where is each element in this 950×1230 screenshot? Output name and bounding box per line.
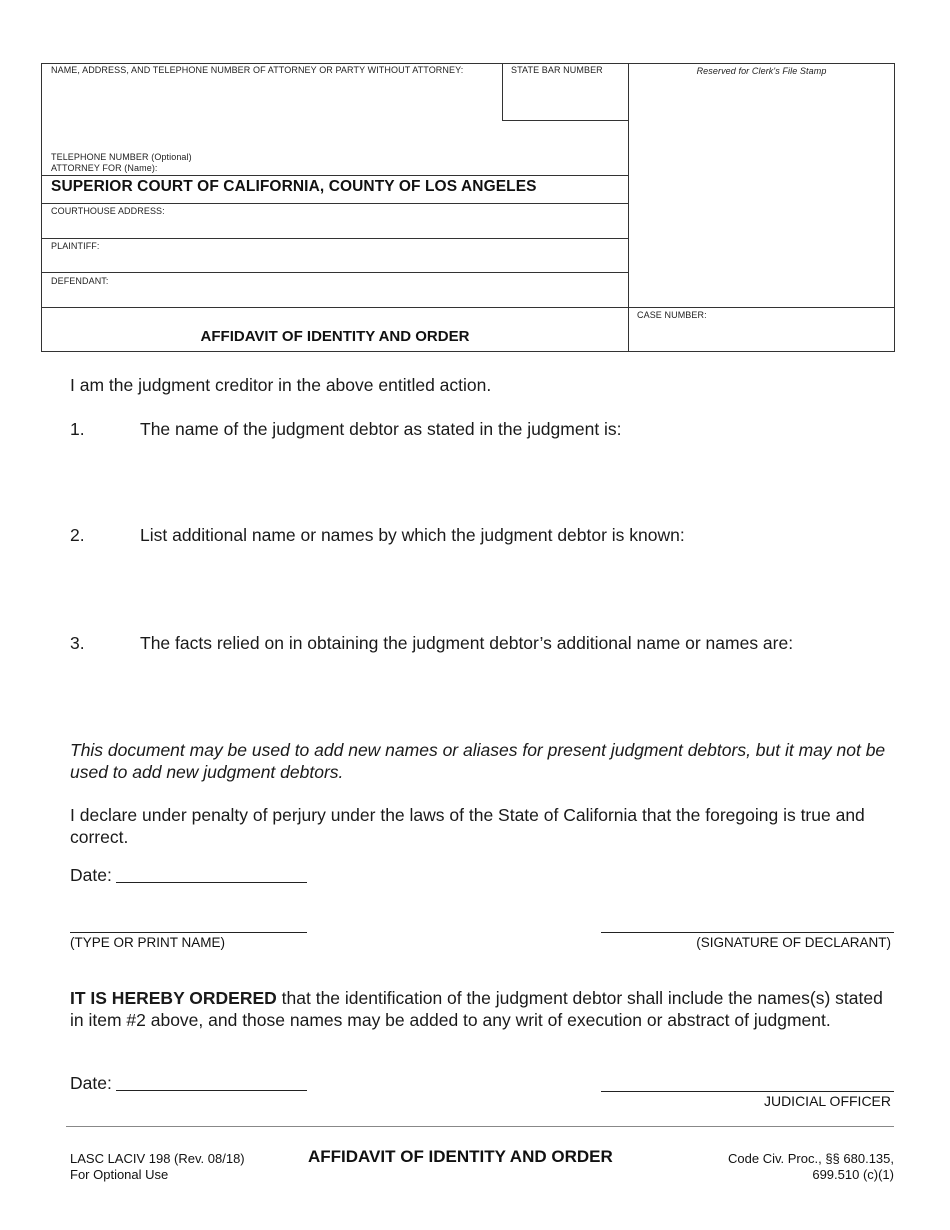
item-1-answer[interactable]: [140, 446, 880, 506]
print-name-line: [70, 932, 307, 933]
intro-statement: I am the judgment creditor in the above entitled action.: [70, 375, 492, 395]
row-line-courthouse: [41, 203, 629, 204]
footer-optional-use: For Optional Use: [70, 1167, 169, 1182]
defendant-label: DEFENDANT:: [51, 276, 109, 286]
footer-code-line2: 699.510 (c)(1): [812, 1167, 894, 1182]
caption-border-bottom: [41, 351, 895, 352]
plaintiff-input[interactable]: [50, 253, 620, 271]
attorney-info-input[interactable]: [50, 80, 490, 140]
order-paragraph: [70, 987, 890, 1031]
court-name: SUPERIOR COURT OF CALIFORNIA, COUNTY OF LOS ANGELES: [51, 178, 537, 195]
case-number-input[interactable]: [636, 324, 886, 346]
item-1-number: 1.: [70, 419, 85, 439]
item-2-number: 2.: [70, 525, 85, 545]
telephone-label: TELEPHONE NUMBER (Optional): [51, 152, 192, 162]
order-date-input[interactable]: [118, 1072, 306, 1092]
footer-code-line1: Code Civ. Proc., §§ 680.135,: [728, 1151, 894, 1166]
item-2-text: List additional name or names by which the judgment debtor is known:: [140, 525, 685, 545]
state-bar-label: STATE BAR NUMBER: [511, 65, 603, 75]
courthouse-input[interactable]: [50, 218, 620, 236]
row-line-plaintiff: [41, 238, 629, 239]
state-bar-input[interactable]: [508, 82, 622, 112]
caption-border-left: [41, 63, 42, 352]
date-label: Date:: [70, 865, 112, 885]
order-date-label: Date:: [70, 1073, 112, 1093]
state-bar-box-bottom: [502, 120, 629, 121]
order-text: that the identification of the judgment debtor shall include the names(s) stated in item #2 above, and those names may be added to any writ of execution or abstract of judgment.: [70, 988, 883, 1030]
item-2-answer[interactable]: [140, 552, 880, 612]
state-bar-box-left: [502, 63, 503, 121]
item-1-text: The name of the judgment debtor as stated in the judgment is:: [140, 419, 622, 439]
date-underline: [116, 882, 307, 883]
defendant-input[interactable]: [50, 288, 620, 306]
footer-title: AFFIDAVIT OF IDENTITY AND ORDER: [308, 1147, 613, 1166]
row-line-court: [41, 175, 629, 176]
plaintiff-label: PLAINTIFF:: [51, 241, 100, 251]
attorney-for-label: ATTORNEY FOR (Name):: [51, 163, 158, 173]
order-date-underline: [116, 1090, 307, 1091]
order-bold-text: IT IS HEREBY ORDERED: [70, 988, 277, 1008]
item-3-answer[interactable]: [140, 660, 880, 724]
footer-rule: [66, 1126, 894, 1127]
caption-divider-vertical: [628, 63, 629, 352]
signature-line[interactable]: [601, 932, 894, 933]
caption-border-top: [41, 63, 895, 64]
form-title: AFFIDAVIT OF IDENTITY AND ORDER: [200, 328, 470, 345]
footer-form-id: LASC LACIV 198 (Rev. 08/18): [70, 1151, 245, 1166]
caption-border-right: [894, 63, 895, 352]
row-line-title: [41, 307, 895, 308]
item-3-text: The facts relied on in obtaining the judgment debtor’s additional name or names are:: [140, 633, 794, 653]
print-name-input[interactable]: [70, 912, 306, 932]
notice-text: This document may be used to add new names or aliases for present judgment debtors, but it may not be used to add new judgment debtors.: [70, 740, 886, 782]
judicial-officer-label: JUDICIAL OFFICER: [763, 1093, 891, 1109]
signature-label: (SIGNATURE OF DECLARANT): [696, 935, 891, 950]
item-3-number: 3.: [70, 633, 85, 653]
date-input[interactable]: [118, 864, 306, 884]
declaration-text: I declare under penalty of perjury under the laws of the State of California that the foregoing is true and correct.: [70, 805, 865, 847]
row-line-defendant: [41, 272, 629, 273]
case-number-label: CASE NUMBER:: [637, 310, 707, 320]
attorney-label: NAME, ADDRESS, AND TELEPHONE NUMBER OF ATTORNEY OR PARTY WITHOUT ATTORNEY:: [51, 65, 464, 75]
clerk-stamp-label: Reserved for Clerk's File Stamp: [696, 66, 827, 76]
print-name-label: (TYPE OR PRINT NAME): [70, 935, 226, 950]
courthouse-label: COURTHOUSE ADDRESS:: [51, 206, 165, 216]
judicial-officer-line[interactable]: [601, 1091, 894, 1092]
